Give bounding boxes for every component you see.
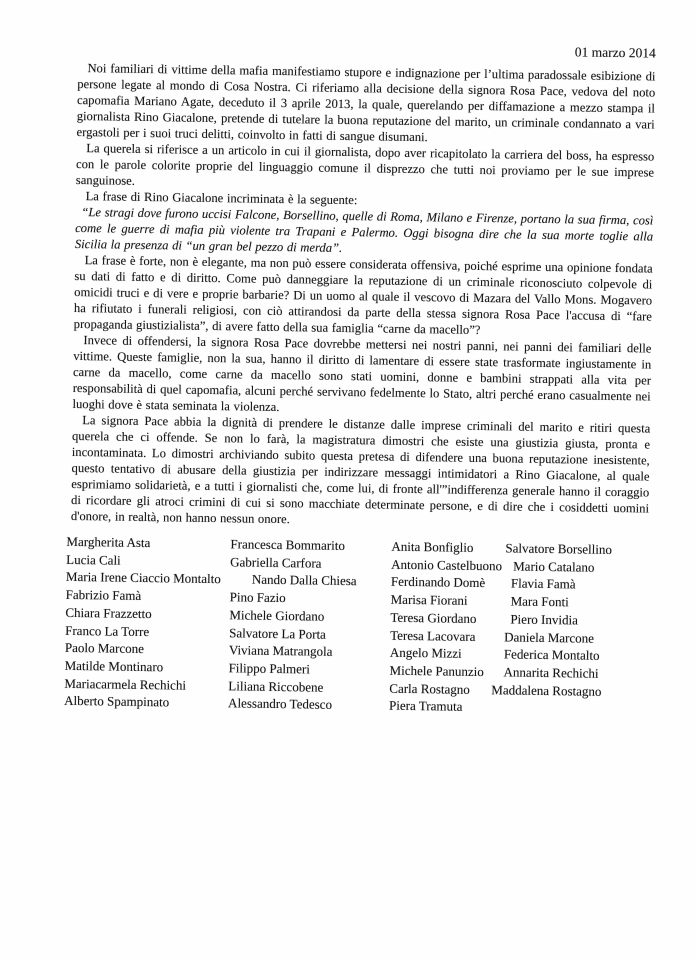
signatory-name: Annarita Rechichi — [503, 664, 599, 681]
letter-paragraph: “Le stragi dove furono uccisi Falcone, Borsellino, quelle di Roma, Milano e Firenze, portano la sua firma, così come le guerre di mafia più violente tra Trapani e Palermo. Oggi bisogna dire che la sua morte toglie alla Sicilia la presenza di “un gran bel pezzo di merda”. — [74, 205, 654, 255]
letter-content — [64, 36, 656, 726]
letter-paragraph: La frase di Rino Giacalone incriminata è la seguente: — [85, 189, 358, 208]
signatory-name: Franco La Torre — [65, 622, 150, 639]
signatories-column-4 — [491, 539, 613, 700]
signatory-name: Margherita Asta — [66, 533, 151, 551]
signatories-column-3 — [389, 538, 502, 717]
letter-paragraph: Noi familiari di vittime della mafia manifestiamo stupore e indignazione per l’ultima paradossale esibizione di persone legate al mondo di Cosa Nostra. Ci riferiamo alla decisione della signora Rosa Pace, vedova del noto capomafia Mariano Agate, deceduto il 3 aprile 2013, la quale, querelando per diffamazione a mezzo stampa il giornalista Rino Giacalone, pretende di tutelare la buona reputazione del marito, un criminale condannato a vari ergastoli per i suoi truci delitti, coinvolto in fatti di sangue disumani. — [76, 61, 656, 145]
signatory-name: Maddalena Rostagno — [491, 681, 602, 699]
signatory-name: Mario Catalano — [513, 558, 595, 575]
signatory-name: Pino Fazio — [229, 589, 286, 606]
signatory-name: Michele Giordano — [229, 607, 325, 624]
letter-body — [71, 60, 656, 533]
signatory-name: Matilde Montinaro — [64, 657, 164, 675]
letter-paragraph: Invece di offendersi, la signora Rosa Pace dovrebbe mettersi nei nostri panni, nei panni dei familiari delle vittime. Queste famiglie, non la sua, hanno il diritto di lamentare di essere state trasformate ingiustamente in carne da macello, come carne da macello sono stati uomini, donne e bambini strappati alla vita per responsabilità di quel capomafia, alcuni perché servivano fedelmente lo Stato, altri perché erano casualmente nei luoghi dove è stata seminata la violenza. — [72, 333, 652, 415]
signatory-name: Lucia Cali — [66, 551, 121, 568]
signatory-name: Alberto Spampinato — [64, 693, 170, 710]
signatory-name: Gabriella Carfora — [230, 554, 322, 571]
signatory-name: Carla Rostagno — [389, 680, 470, 697]
signatory-name: Mara Fonti — [510, 593, 569, 610]
signatory-name: Anita Bonfiglio — [391, 538, 474, 555]
signatory-name: Mariacarmela Rechichi — [64, 675, 187, 693]
signatories-list — [64, 533, 649, 727]
signatory-name: Liliana Riccobene — [228, 677, 324, 695]
signatory-name: Federica Montalto — [503, 646, 600, 664]
signatories-column-1 — [64, 533, 221, 712]
signatory-name: Ferdinando Domè — [390, 574, 486, 591]
signatory-name: Viviana Matrangola — [228, 642, 333, 660]
signatory-name: Francesca Bommarito — [230, 536, 346, 554]
signatory-name: Flavia Famà — [510, 575, 576, 592]
signatories-column-2 — [228, 535, 357, 714]
signatory-name: Piero Invidia — [510, 611, 579, 628]
letter-paragraph: La signora Pace abbia la dignità di prendere le distanze dalle imprese criminali del marito e ritiri questa querela che ci offende. Se non lo farà, la magistratura dimostri che esiste una giustizia giusta, pronta e incontaminata. Lo dimostri archiviando subito questa pretesa di difendere una buona reputazione inesistente, questo tentativo di abusare della giustizia per indirizzare messaggi intimidatori a Rino Giacalone, al quale esprimiamo solidarietà, e a tutti i giornalisti che, come lui, di fronte all'”indifferenza generale hanno il coraggio di ricordare gli atroci crimini di cui si sono macchiate determinate persone, e di dire che i cosiddetti uomini d'onore, in realtà, non hanno nessun onore. — [70, 413, 651, 527]
signatory-name: Teresa Lacovara — [390, 627, 476, 644]
signatory-name: Daniela Marcone — [504, 628, 595, 646]
letter-date: 01 marzo 2014 — [574, 44, 656, 61]
signatory-name: Angelo Mizzi — [389, 644, 462, 661]
signatory-name: Maria Irene Ciaccio Montalto — [65, 569, 221, 587]
signatory-name: Nando Dalla Chiesa — [251, 572, 357, 589]
signatory-name: Fabrizio Famà — [65, 586, 142, 604]
signatory-name: Michele Panunzio — [389, 662, 484, 680]
letter-paragraph: La frase è forte, non è elegante, ma non può essere considerata offensiva, poiché esprime una opinione fondata su dati di fatto e di diritto. Come può danneggiare la reputazione di un criminale riconosciuto colpevole di omicidi truci e di vere e proprie barbarie? Di un uomo al quale il vescovo di Mazara del Vallo Mons. Mogavero ha rifiutato i funerali religiosi, con ciò attirandosi da parte della stessa signora Rosa Pace l'accusa di “fare propaganda giustizialista”, di avere fatto della sua famiglia “carne da macello”? — [73, 253, 653, 338]
signatory-name: Salvatore La Porta — [229, 624, 327, 642]
signatory-name: Antonio Castelbuono — [391, 556, 503, 574]
signatory-name: Salvatore Borsellino — [505, 540, 613, 557]
letter-paragraph: La querela si riferisce a un articolo in cui il giornalista, dopo aver ricapitolato la carriera del boss, ha espresso con le parole colorite proprie del linguaggio comune il disprezzo che tutti noi proviamo per le sue imprese sanguinose. — [75, 141, 655, 188]
signatory-name: Marisa Fiorani — [390, 591, 468, 608]
signatory-name: Piera Tramuta — [388, 698, 463, 715]
signatory-name: Chiara Frazzetto — [65, 604, 152, 621]
signatory-name: Paolo Marcone — [64, 640, 145, 657]
signatory-name: Alessandro Tedesco — [228, 695, 333, 713]
signatory-name: Teresa Giordano — [390, 609, 477, 626]
signatory-name: Filippo Palmeri — [228, 660, 310, 677]
